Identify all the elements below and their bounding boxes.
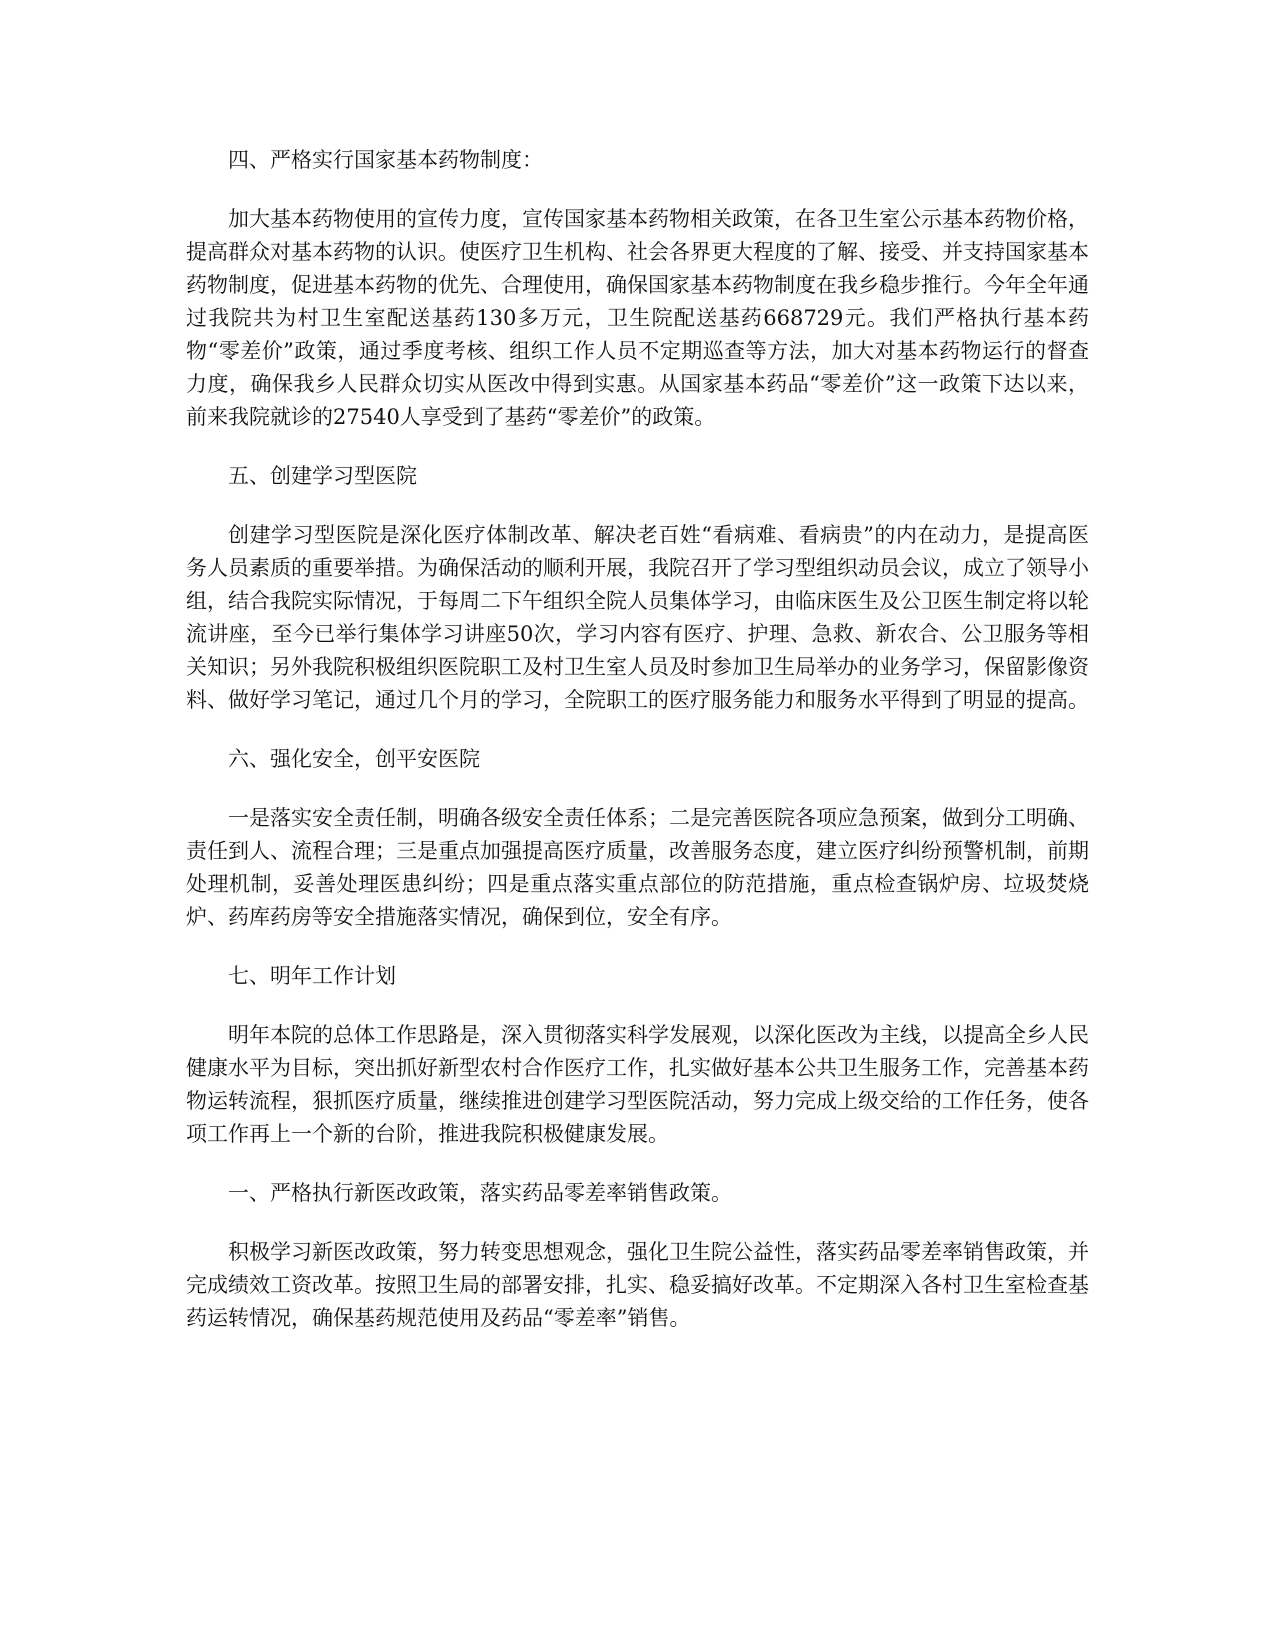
section-heading: 一、严格执行新医改政策，落实药品零差率销售政策。 — [228, 1181, 732, 1205]
section-heading: 四、严格实行国家基本药物制度： — [228, 148, 543, 172]
section-paragraph: 创建学习型医院是深化医疗体制改革、解决老百姓“看病难、看病贵”的内在动力，是提高医务人员素质的重要举措。为确保活动的顺利开展，我院召开了学习型组织动员会议，成立了领导小组，结合我院实际情况，于每周二下午组织全院人员集体学习，由临床医生及公卫医生制定将以轮流讲座，至今已举行集体学习讲座50次，学习内容有医疗、护理、急救、新农合、公卫服务等相关知识；另外我院积极组织医院职工及村卫生室人员及时参加卫生局举办的业务学习，保留影像资料、做好学习笔记，通过几个月的学习，全院职工的医疗服务能力和服务水平得到了明显的提高。 — [186, 523, 1089, 712]
section-heading: 六、强化安全，创平安医院 — [228, 747, 480, 771]
section-heading: 五、创建学习型医院 — [228, 464, 417, 488]
section-paragraph: 明年本院的总体工作思路是，深入贯彻落实科学发展观，以深化医改为主线，以提高全乡人民健康水平为目标，突出抓好新型农村合作医疗工作，扎实做好基本公共卫生服务工作，完善基本药物运转流程，狠抓医疗质量，继续推进创建学习型医院活动，努力完成上级交给的工作任务，使各项工作再上一个新的台阶，推进我院积极健康发展。 — [186, 1023, 1089, 1146]
section-paragraph: 加大基本药物使用的宣传力度，宣传国家基本药物相关政策，在各卫生室公示基本药物价格，提高群众对基本药物的认识。使医疗卫生机构、社会各界更大程度的了解、接受、并支持国家基本药物制度，促进基本药物的优先、合理使用，确保国家基本药物制度在我乡稳步推行。今年全年通过我院共为村卫生室配送基药130多万元，卫生院配送基药668729元。我们严格执行基本药物“零差价”政策，通过季度考核、组织工作人员不定期巡查等方法，加大对基本药物运行的督查力度，确保我乡人民群众切实从医改中得到实惠。从国家基本药品“零差价”这一政策下达以来，前来我院就诊的27540人享受到了基药“零差价”的政策。 — [186, 207, 1089, 429]
section-paragraph: 一是落实安全责任制，明确各级安全责任体系；二是完善医院各项应急预案，做到分工明确、责任到人、流程合理；三是重点加强提高医疗质量，改善服务态度，建立医疗纠纷预警机制，前期处理机制，妥善处理医患纠纷；四是重点落实重点部位的防范措施，重点检查锅炉房、垃圾焚烧炉、药库药房等安全措施落实情况，确保到位，安全有序。 — [186, 806, 1089, 929]
section-paragraph: 积极学习新医改政策，努力转变思想观念，强化卫生院公益性，落实药品零差率销售政策，并完成绩效工资改革。按照卫生局的部署安排，扎实、稳妥搞好改革。不定期深入各村卫生室检查基药运转情况，确保基药规范使用及药品“零差率”销售。 — [186, 1240, 1089, 1330]
section-heading: 七、明年工作计划 — [228, 964, 396, 988]
document-page — [186, 144, 1089, 1361]
